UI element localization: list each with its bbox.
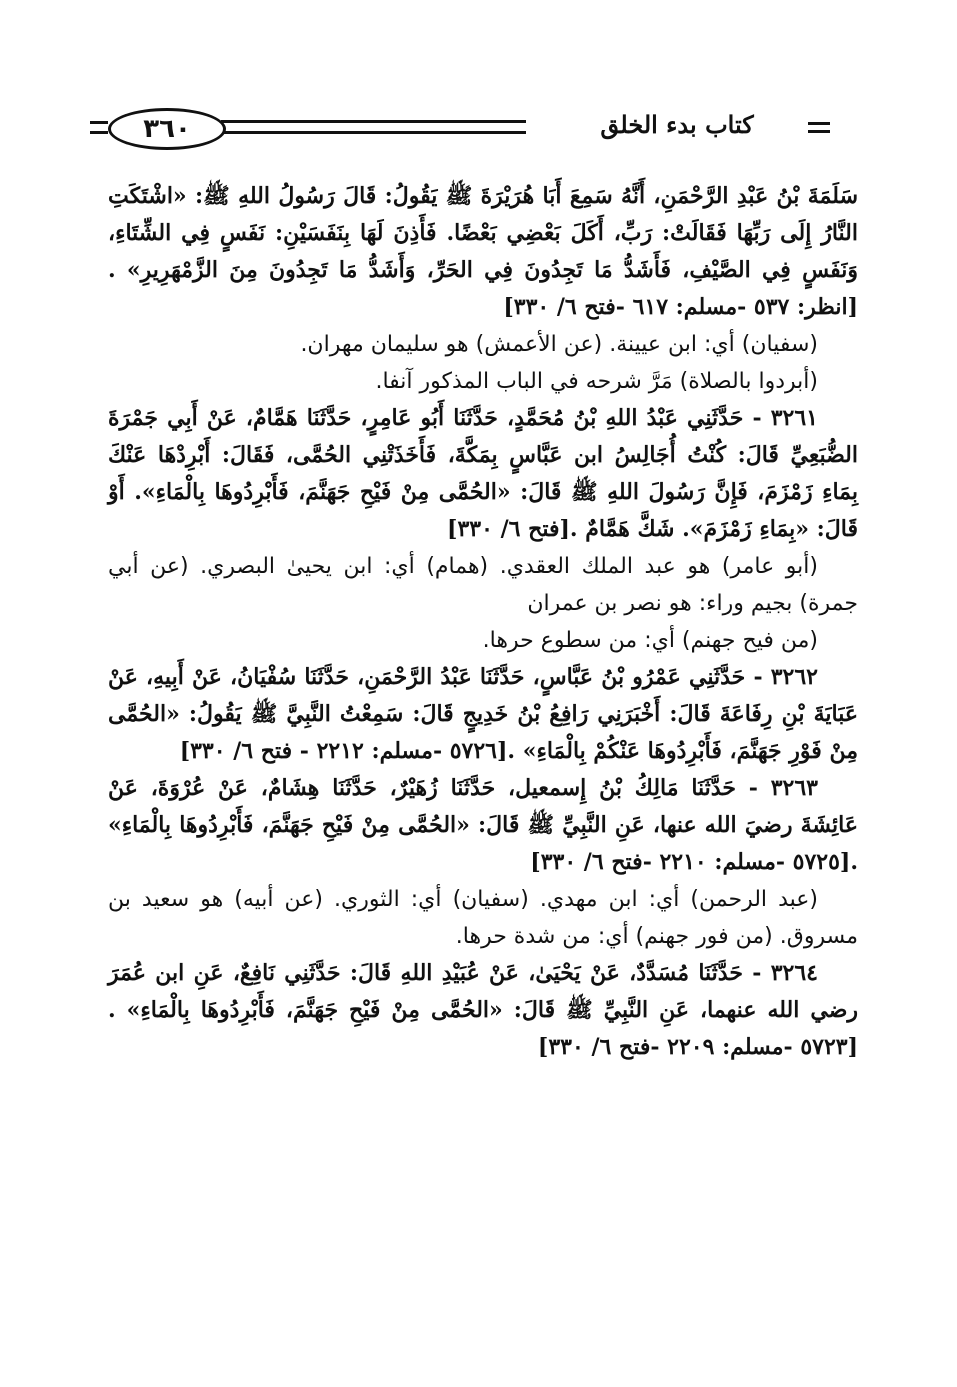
page-body (108, 178, 858, 1066)
commentary: (أبردوا بالصلاة) مَرَّ شرحه في الباب المذكور آنفا. (375, 369, 818, 394)
book-title: كتاب بدء الخلق (600, 110, 754, 139)
header-rule (221, 120, 526, 134)
page-number: ٣٦٠ (108, 108, 226, 150)
hadith-continuation: سَلَمَةَ بْنُ عَبْدِ الرَّحْمَنِ، أَنَّهُ سَمِعَ أَبَا هُرَيْرَةَ ﷺ يَقُولُ: قَالَ رَسُولُ اللهِ ﷺ: «اشْتَكَتِ النَّارُ إِلَى رَبِّهَا فَقَالَتْ: رَبِّ، أَكَلَ بَعْضِي بَعْضًا. فَأَذِنَ لَهَا بِنَفَسَيْنِ: نَفَسٍ فِي الشِّتَاءِ، وَنَفَسٍ فِي الصَّيْفِ، فَأَشَدُّ مَا تَجِدُونَ فِي الحَرِّ، وَأَشَدُّ مَا تَجِدُونَ مِنَ الزَّمْهَرِيرِ» .[انظر: ٥٣٧ -مسلم: ٦١٧ -فتح ٦/ ٣٣٠] (108, 183, 858, 320)
hadith-3263: ٣٢٦٣ - حَدَّثَنَا مَالِكُ بْنُ إِسمعيل، حَدَّثَنَا زُهَيْرٌ، حَدَّثَنَا هِشَامٌ، عَنْ عُرْوَةَ، عَنْ عَائِشَةَ رضيَ الله عنها، عَنِ النَّبِيِّ ﷺ قَالَ: «الحُمَّى مِنْ فَيْحِ جَهَنَّمَ، فَأَبْرِدُوهَا بِالْمَاءِ» .[٥٧٢٥ -مسلم: ٢٢١٠ -فتح ٦/ ٣٣٠] (108, 775, 858, 875)
commentary: (من فيح جهنم) أي: من سطوع حرها. (482, 628, 818, 653)
commentary: (سفيان) أي: ابن عيينة. (عن الأعمش) هو سليمان مهران. (300, 332, 818, 357)
hadith-3261: ٣٢٦١ - حَدَّثَنِي عَبْدُ اللهِ بْنُ مُحَمَّدٍ، حَدَّثَنَا أَبُو عَامِرٍ، حَدَّثَنَا هَمَّامٌ، عَنْ أَبِي جَمْرَةَ الضُّبَعِيِّ قَالَ: كُنْتُ أُجَالِسُ ابن عَبَّاسٍ بِمَكَّةَ، فَأَخَذَتْنِي الحُمَّى، فَقَالَ: أَبْرِدْهَا عَنْكَ بِمَاءِ زَمْزَمَ، فَإِنَّ رَسُولَ اللهِ ﷺ قَالَ: «الحُمَّى مِنْ فَيْحِ جَهَنَّمَ، فَأَبْرِدُوهَا بِالْمَاءِ». أَوْ قَالَ: «بِمَاءِ زَمْزَمَ». شَكَّ هَمَّامٌ .[فتح ٦/ ٣٣٠] (108, 405, 858, 542)
commentary: (أبو عامر) هو عبد الملك العقدي. (همام) أي: ابن يحيىٰ البصري. (عن أبي جمرة) بجيم وراء: هو نصر بن عمران (108, 554, 858, 616)
header-ornament-left (90, 121, 108, 134)
commentary: (عبد الرحمن) أي: ابن مهدي. (سفيان) أي: الثوري. (عن أبيه) هو سعيد بن مسروق. (من فور جهنم) أي: من شدة حرها. (108, 887, 858, 949)
hadith-3264: ٣٢٦٤ - حَدَّثَنَا مُسَدَّدٌ، عَنْ يَحْيَىٰ، عَنْ عُبَيْدِ اللهِ قَالَ: حَدَّثَنِي نَافِعٌ، عَنِ ابن عُمَرَ رضي الله عنهما، عَنِ النَّبِيِّ ﷺ قَالَ: «الحُمَّى مِنْ فَيْحِ جَهَنَّمَ، فَأَبْرِدُوهَا بِالْمَاءِ» .[٥٧٢٣ -مسلم: ٢٢٠٩ -فتح ٦/ ٣٣٠] (108, 960, 858, 1060)
header-ornament-right (808, 122, 830, 133)
hadith-3262: ٣٢٦٢ - حَدَّثَنِي عَمْرُو بْنُ عَبَّاسٍ، حَدَّثَنَا عَبْدُ الرَّحْمَنِ، حَدَّثَنَا سُفْيَانُ، عَنْ أَبِيهِ، عَنْ عَبَايَةَ بْنِ رِفَاعَةَ قَالَ: أَخْبَرَنِي رَافِعُ بْنُ خَدِيجٍ قَالَ: سَمِعْتُ النَّبِيَّ ﷺ يَقُولُ: «الحُمَّى مِنْ فَوْرِ جَهَنَّمَ، فَأَبْرِدُوهَا عَنْكُمْ بِالْمَاءِ» .[٥٧٢٦ -مسلم: ٢٢١٢ - فتح ٦/ ٣٣٠] (108, 664, 858, 764)
page-header (108, 108, 858, 152)
